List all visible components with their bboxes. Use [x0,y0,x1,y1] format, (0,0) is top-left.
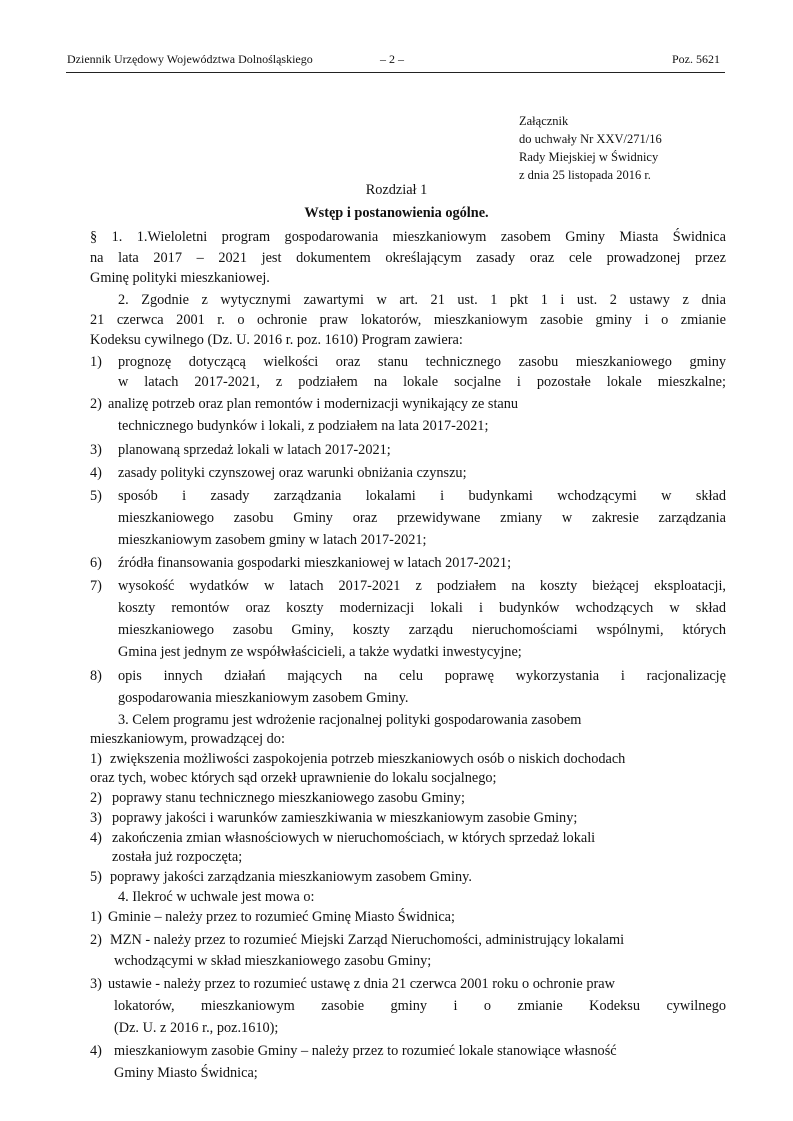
paragraph-line: Gminę polityki mieszkaniowej. [90,270,270,286]
attachment-line: do uchwały Nr XXV/271/16 [519,132,662,146]
list-number: 8) [90,668,102,684]
list-item: mieszkaniowym zasobie Gminy – należy przez to rozumieć lokale stanowiące własność [114,1043,617,1059]
attachment-line: Załącznik [519,114,569,128]
paragraph-line: 2. Zgodnie z wytycznymi zawartymi w art. 21 ust. 1 pkt 1 i ust. 2 ustawy z dnia [118,292,726,308]
paragraph-line: Kodeksu cywilnego (Dz. U. 2016 r. poz. 1610) Program zawiera: [90,332,463,348]
list-item: Gmina jest jednym ze współwłaścicieli, a także wydatki inwestycyjne; [118,644,522,660]
list-item: (Dz. U. z 2016 r., poz.1610); [114,1020,279,1036]
position-number: Poz. 5621 [672,52,720,66]
list-item: zasady polityki czynszowej oraz warunki obniżania czynszu; [118,465,467,481]
list-item: gospodarowania mieszkaniowym zasobem Gminy. [118,690,409,706]
paragraph-line: mieszkaniowym, prowadzącej do: [90,731,285,747]
list-item: została już rozpoczęta; [112,849,243,865]
list-item: w latach 2017-2021, z podziałem na lokale socjalne i pozostałe lokale mieszkalne; [118,374,726,390]
list-number: 1) [90,751,102,767]
list-item: koszty remontów oraz koszty modernizacji lokali i budynków wchodzących w skład [118,600,726,616]
list-number: 2) [90,396,102,412]
list-item: zwiększenia możliwości zaspokojenia potrzeb mieszkaniowych osób o niskich dochodach [110,751,626,767]
paragraph-line: na lata 2017 – 2021 jest dokumentem określającym zasady oraz cele prowadzonej przez [90,250,726,266]
attachment-note [519,112,662,184]
paragraph-line: 3. Celem programu jest wdrożenie racjonalnej polityki gospodarowania zasobem [118,712,582,728]
list-item: sposób i zasady zarządzania lokalami i budynkami wchodzącymi w skład [118,488,726,504]
list-number: 1) [90,909,102,925]
list-item: oraz tych, wobec których sąd orzekł uprawnienie do lokalu socjalnego; [90,770,497,786]
paragraph-line: § 1. 1.Wieloletni program gospodarowania mieszkaniowym zasobem Gminy Miasta Świdnica [90,229,726,245]
list-item: poprawy stanu technicznego mieszkaniowego zasobu Gminy; [112,790,465,806]
list-item: technicznego budynków i lokali, z podziałem na lata 2017-2021; [118,418,489,434]
list-number: 2) [90,790,102,806]
list-number: 1) [90,354,102,370]
list-item: planowaną sprzedaż lokali w latach 2017-2021; [118,442,391,458]
list-number: 2) [90,932,102,948]
list-item: MZN - należy przez to rozumieć Miejski Zarząd Nieruchomości, administrujący lokalami [110,932,625,948]
list-number: 3) [90,810,102,826]
paragraph-line: 4. Ilekroć w uchwale jest mowa o: [118,889,315,905]
list-item: ustawie - należy przez to rozumieć ustawę z dnia 21 czerwca 2001 roku o ochronie praw [108,976,615,992]
list-item: zakończenia zmian własnościowych w nieruchomościach, w których sprzedaż lokali [112,830,596,846]
list-number: 3) [90,976,102,992]
list-item: wysokość wydatków w latach 2017-2021 z podziałem na koszty bieżącej eksploatacji, [118,578,726,594]
list-item: lokatorów, mieszkaniowym zasobie gminy i o zmianie Kodeksu cywilnego [114,998,726,1014]
list-item: mieszkaniowym zasobem gminy w latach 2017-2021; [118,532,427,548]
list-item: Gminie – należy przez to rozumieć Gminę Miasto Świdnica; [108,909,455,925]
list-item: opis innych działań mających na celu poprawę wykorzystania i racjonalizację [118,668,726,684]
header-divider [66,72,725,73]
list-item: Gminy Miasto Świdnica; [114,1065,258,1081]
paragraph-line: 21 czerwca 2001 r. o ochronie praw lokatorów, mieszkaniowym zasobie gminy i o zmianie [90,312,726,328]
list-item: poprawy jakości zarządzania mieszkaniowym zasobem Gminy. [110,869,472,885]
list-number: 4) [90,465,102,481]
chapter-title: Wstęp i postanowienia ogólne. [304,205,489,221]
list-number: 6) [90,555,102,571]
journal-title: Dziennik Urzędowy Województwa Dolnośląskiego [67,52,313,66]
list-number: 3) [90,442,102,458]
list-number: 4) [90,1043,102,1059]
list-item: analizę potrzeb oraz plan remontów i modernizacji wynikający ze stanu [108,396,519,412]
list-number: 7) [90,578,102,594]
list-item: mieszkaniowego zasobu Gminy oraz przewidywane zmiany w zakresie zarządzania [118,510,726,526]
page-number: – 2 – [380,52,404,66]
list-item: poprawy jakości i warunków zamieszkiwania w mieszkaniowym zasobie Gminy; [112,810,578,826]
list-item: źródła finansowania gospodarki mieszkaniowej w latach 2017-2021; [118,555,512,571]
list-number: 4) [90,830,102,846]
attachment-line: Rady Miejskiej w Świdnicy [519,150,659,164]
list-number: 5) [90,488,102,504]
attachment-line: z dnia 25 listopada 2016 r. [519,168,651,182]
list-item: prognozę dotyczącą wielkości oraz stanu technicznego zasobu mieszkaniowego gminy [118,354,726,370]
list-item: wchodzącymi w skład mieszkaniowego zasobu Gminy; [114,953,432,969]
chapter-number: Rozdział 1 [365,182,428,198]
list-item: mieszkaniowego zasobu Gminy, koszty zarządu nieruchomościami wspólnymi, których [118,622,726,638]
list-number: 5) [90,869,102,885]
